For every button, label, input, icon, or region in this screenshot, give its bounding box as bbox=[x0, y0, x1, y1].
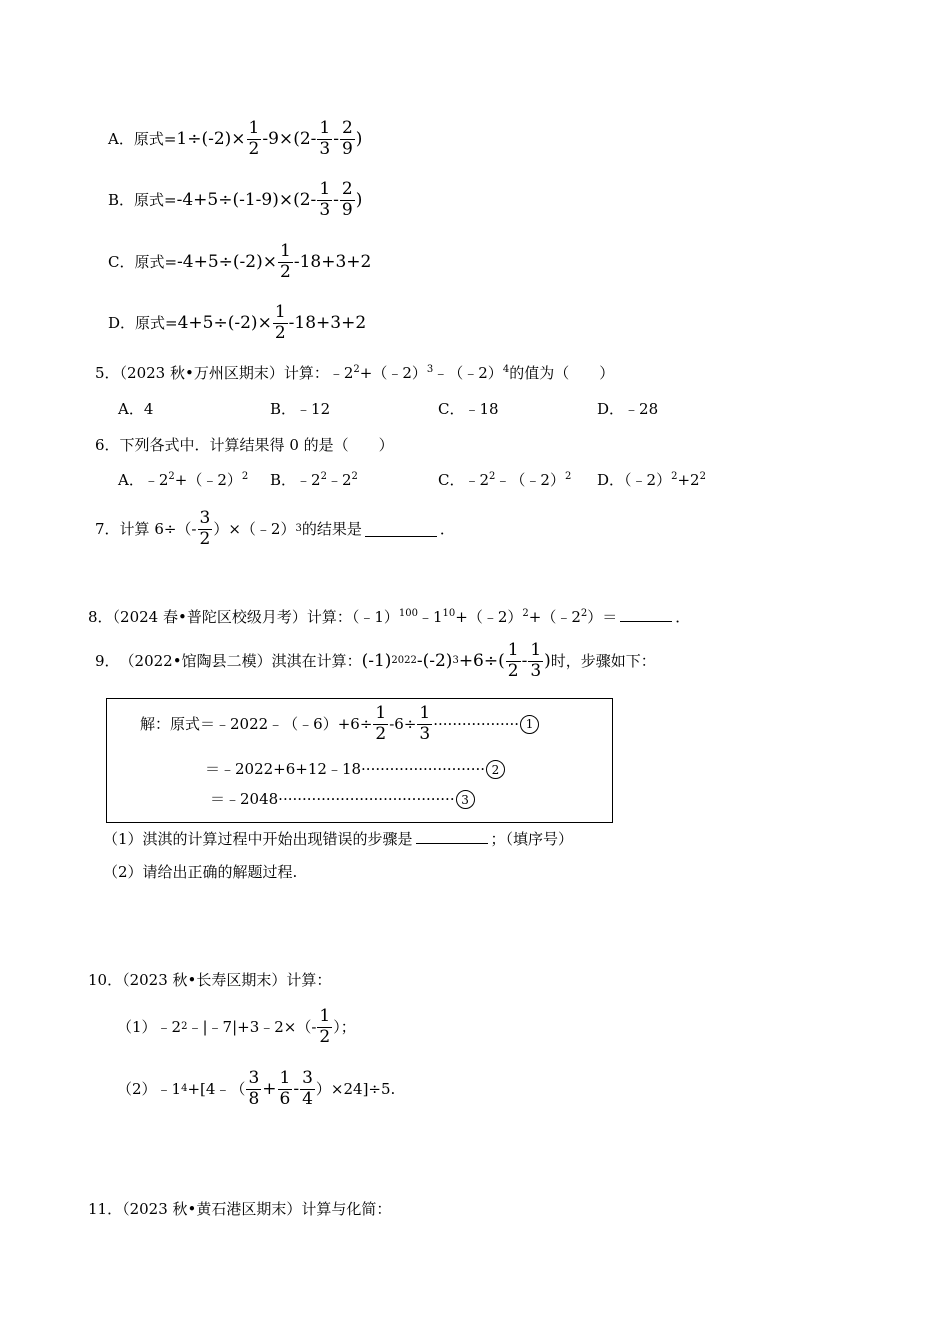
solution-line-2: ＝﹣2022+6+12﹣18·························· 2 bbox=[205, 760, 505, 779]
fraction: $\frac{2}{9}$ bbox=[341, 179, 353, 220]
q4-option-b[interactable]: B．原式= -4+5÷ (-1-9) × (2- $\frac{1}{3}$ - $\frac{2}{9}$ ) bbox=[108, 179, 363, 220]
step-1-marker: 1 bbox=[520, 715, 539, 734]
solution-line-3: ＝﹣2048····································· 3 bbox=[210, 790, 475, 809]
q9-sub2: （2）请给出正确的解题过程. bbox=[103, 863, 298, 881]
fraction: $\frac{1}{2}$ bbox=[507, 640, 519, 681]
fraction: $\frac{1}{2}$ bbox=[248, 118, 260, 159]
q4-option-c[interactable]: C．原式= -4+5÷ (-2) × $\frac{1}{2}$ -18+3+2 bbox=[108, 241, 372, 282]
option-label: C．原式= bbox=[108, 252, 178, 271]
fraction: $\frac{1}{2}$ bbox=[375, 703, 387, 744]
q4-option-a[interactable]: A．原式= 1÷ (-2) × $\frac{1}{2}$ -9× (2- $\frac{1}{3}$ - $\frac{2}{9}$ ) bbox=[108, 118, 363, 159]
fraction: $\frac{1}{3}$ bbox=[419, 703, 431, 744]
q5-option-d[interactable]: D．﹣28 bbox=[597, 400, 659, 418]
q5-option-c[interactable]: C．﹣18 bbox=[438, 400, 499, 418]
q7-stem: 7． 计算 6÷（- $\frac{3}{2}$ ）×（﹣2） 3 的结果是 ． bbox=[95, 508, 455, 549]
q5-option-a[interactable]: A．4 bbox=[118, 400, 154, 418]
q6-option-a[interactable]: A．$﹣2^2+(﹣2)^2$ bbox=[118, 471, 249, 489]
fraction: $\frac{3}{2}$ bbox=[199, 508, 211, 549]
q4-option-d[interactable]: D．原式= 4+5÷ (-2) × $\frac{1}{2}$ -18+3+2 bbox=[108, 302, 367, 343]
fraction: $\frac{1}{2}$ bbox=[280, 241, 291, 282]
q5-stem: 5．（2023 秋•万州区期末）计算：$﹣2^2+(﹣2)^3﹣(﹣2)^4$的值为（ ） bbox=[95, 364, 615, 382]
answer-blank[interactable] bbox=[620, 607, 672, 622]
q8-stem: 8．（2024 春•普陀区校级月考）计算：$(﹣1)^{100}﹣1^{10}+(﹣2)^2+(﹣2^2)=$ ． bbox=[88, 608, 691, 626]
fraction: $\frac{1}{3}$ bbox=[319, 179, 331, 220]
fraction: $\frac{3}{8}$ bbox=[248, 1068, 260, 1109]
option-label: A．原式= bbox=[108, 129, 177, 148]
q6-option-c[interactable]: C．$﹣2^2﹣(﹣2)^2$ bbox=[438, 471, 572, 489]
fraction: $\frac{1}{3}$ bbox=[530, 640, 542, 681]
q6-option-b[interactable]: B．$﹣2^2﹣2^2$ bbox=[270, 471, 358, 489]
step-2-marker: 2 bbox=[486, 760, 505, 779]
q6-stem: 6．下列各式中．计算结果得 0 的是（ ） bbox=[95, 436, 394, 454]
q10-stem: 10．（2023 秋•长寿区期末）计算： bbox=[88, 971, 332, 989]
fraction: $\frac{2}{9}$ bbox=[341, 118, 353, 159]
q5-option-b[interactable]: B．﹣12 bbox=[270, 400, 331, 418]
solution-line-1: 解：原式＝﹣2022﹣（﹣6）+6÷ $\frac{1}{2}$ -6÷ $\frac{1}{3}$ ·················· 1 bbox=[140, 705, 539, 744]
option-label: D．原式= bbox=[108, 313, 178, 332]
fraction: $\frac{1}{2}$ bbox=[274, 302, 286, 343]
option-label: B．原式= bbox=[108, 190, 177, 209]
q9-stem: 9． （2022•馆陶县二模）淇淇在计算： (-1) 2022 -(-2) 3 +6÷( $\frac{1}{2}$ - $\frac{1}{3}$ ) 时，步骤如下： bbox=[95, 640, 656, 681]
q10-sub2: （2）﹣1 4 +[4﹣（ $\frac{3}{8}$ + $\frac{1}{6}$ - $\frac{3}{4}$ ）×24]÷5. bbox=[117, 1068, 396, 1109]
fraction: $\frac{3}{4}$ bbox=[302, 1068, 313, 1109]
fraction: $\frac{1}{2}$ bbox=[319, 1006, 331, 1047]
answer-blank[interactable] bbox=[416, 829, 488, 844]
q6-option-d[interactable]: D．$(﹣2)^2+2^2$ bbox=[597, 471, 706, 489]
q9-sub1: （1）淇淇的计算过程中开始出现错误的步骤是 ；（填序号） bbox=[103, 830, 574, 848]
answer-blank[interactable] bbox=[365, 522, 437, 537]
step-3-marker: 3 bbox=[456, 790, 475, 809]
fraction: $\frac{1}{6}$ bbox=[279, 1068, 291, 1109]
q10-sub1: （1）﹣2 2 ﹣|﹣7|+3﹣2×（- $\frac{1}{2}$ ）； bbox=[117, 1006, 356, 1047]
fraction: $\frac{1}{3}$ bbox=[319, 118, 331, 159]
q11-stem: 11．（2023 秋•黄石港区期末）计算与化简： bbox=[88, 1200, 392, 1218]
